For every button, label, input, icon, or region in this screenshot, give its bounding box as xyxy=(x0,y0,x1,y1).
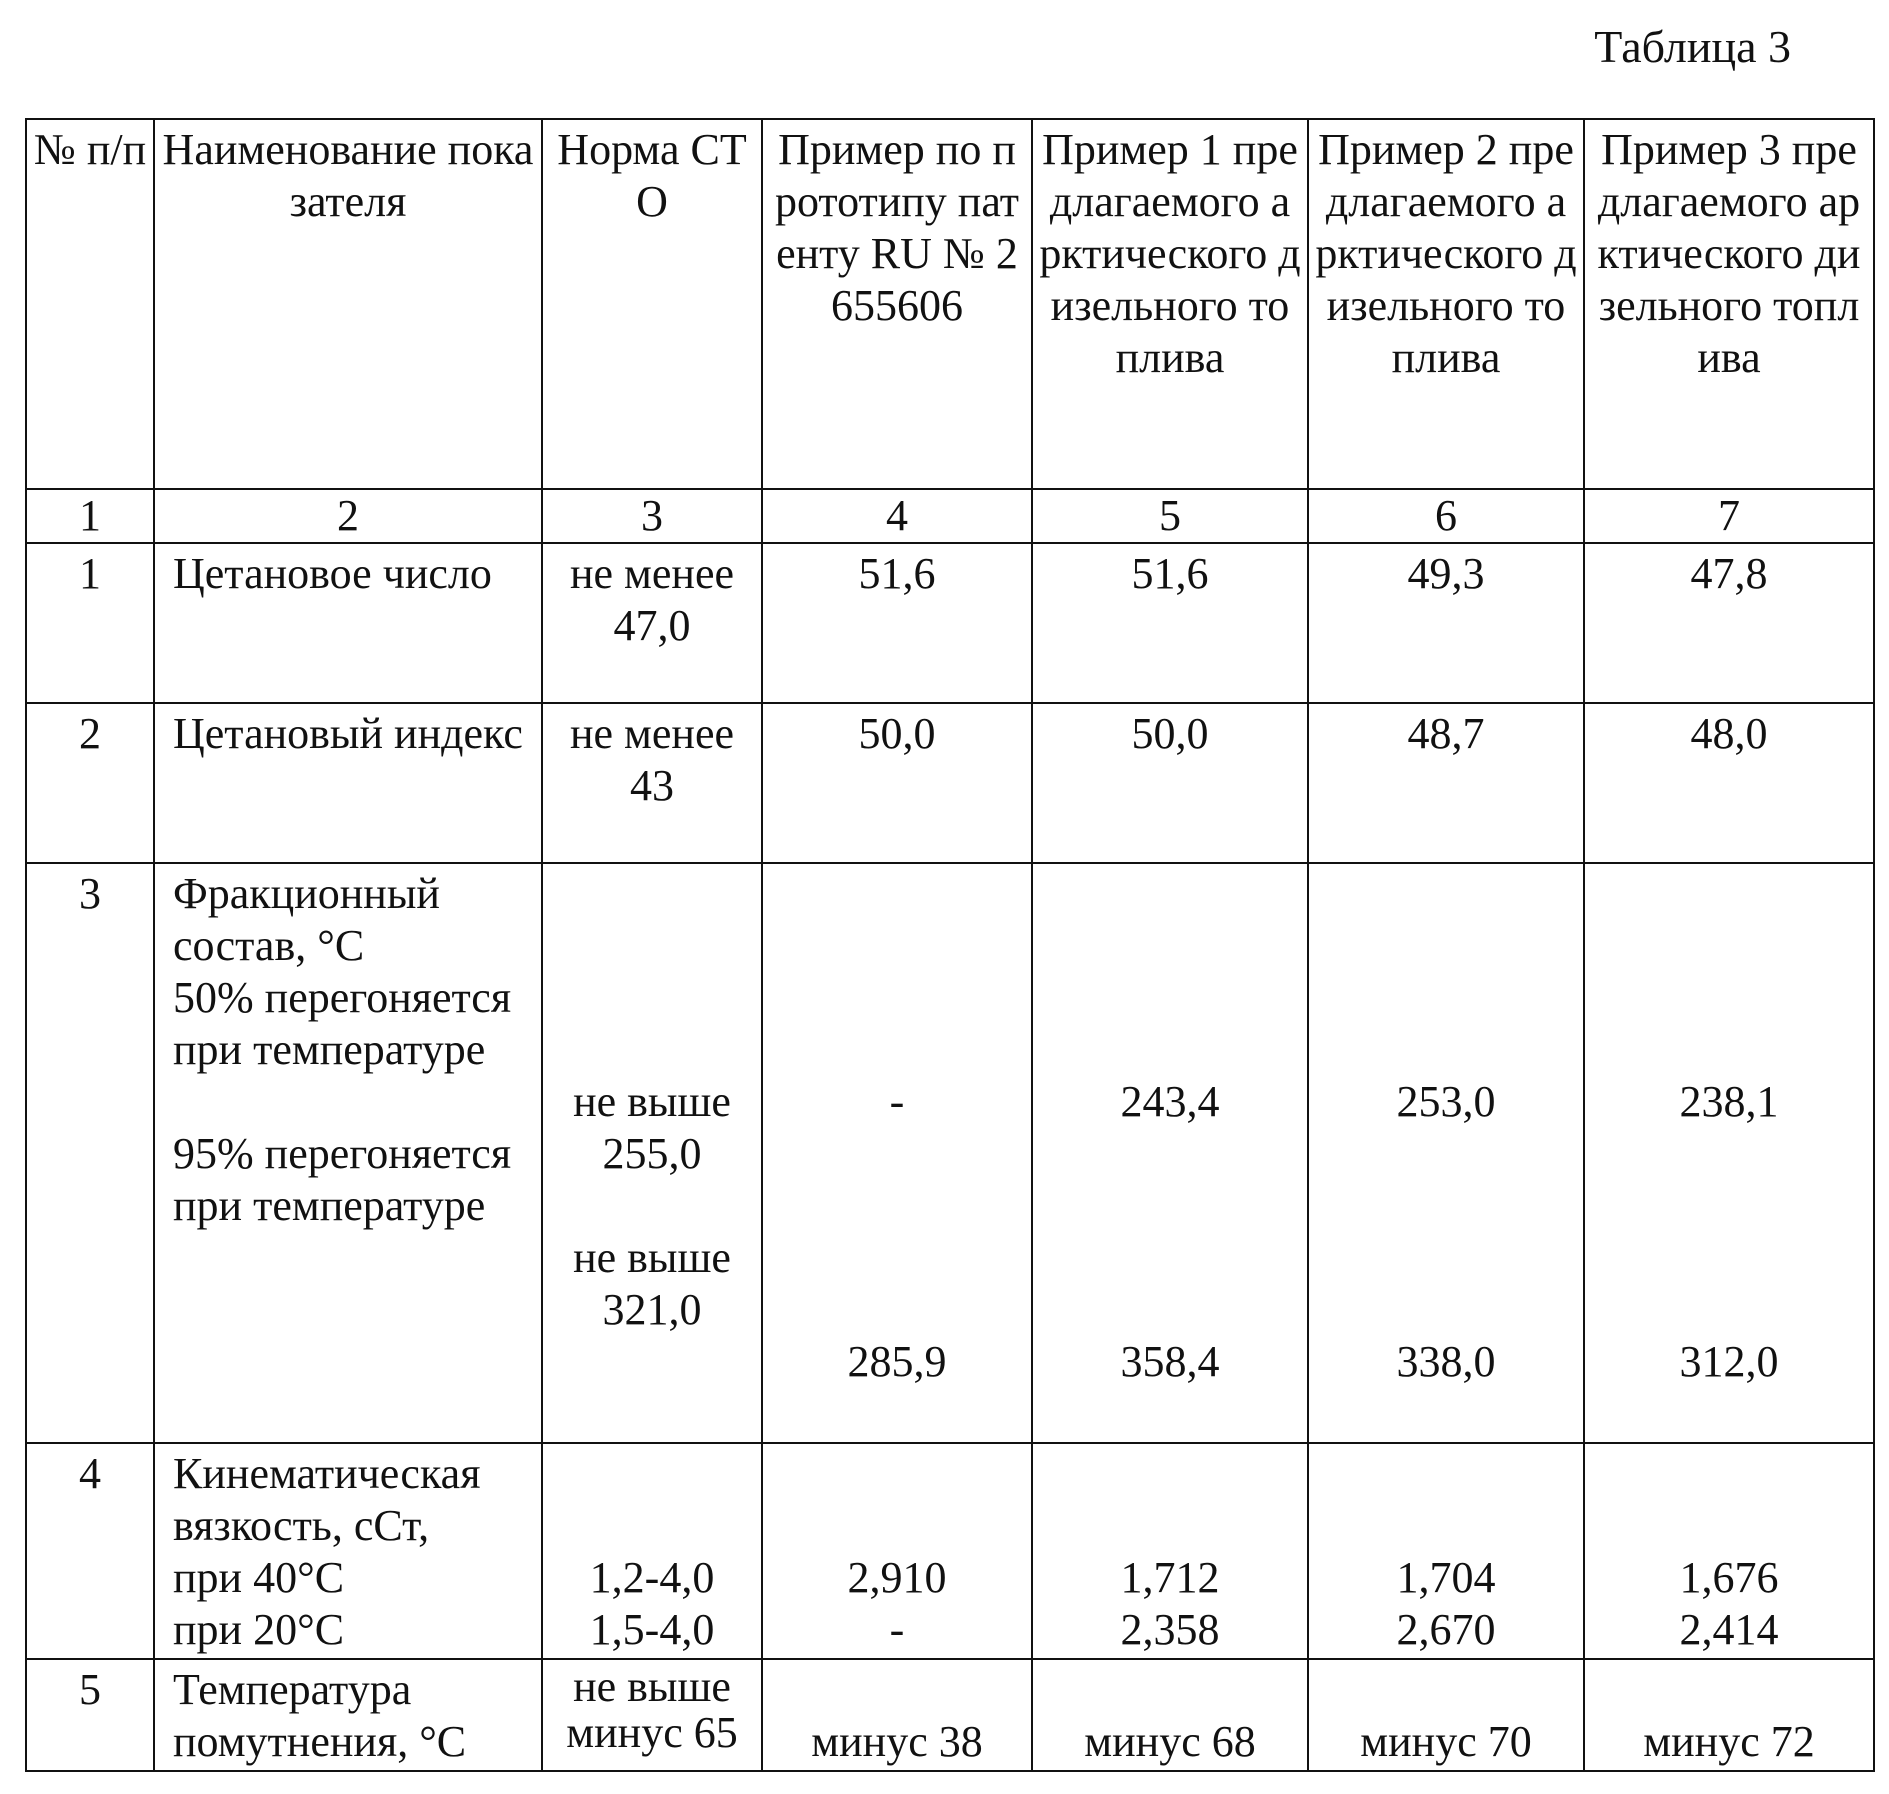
indicator-name: Цетановое число xyxy=(154,543,542,703)
example-3-value xyxy=(1584,863,1874,1443)
norm-20c: 1,5-4,0 xyxy=(589,1605,715,1654)
example-3-50: 238,1 xyxy=(1679,1077,1779,1126)
table-row-cetane-number xyxy=(26,543,1874,703)
header-example-2: Пример 2 предлагаемого арктического дизельного топлива xyxy=(1308,119,1584,489)
header-example-1: Пример 1 предлагаемого арктического дизельного топлива xyxy=(1032,119,1308,489)
norm-line-1: не выше xyxy=(573,1662,731,1711)
header-norm: Норма СТО xyxy=(542,119,762,489)
example-3-value: 47,8 xyxy=(1584,543,1874,703)
prototype-value: минус 38 xyxy=(762,1659,1032,1771)
example-3-value: минус 72 xyxy=(1584,1659,1874,1771)
column-number: 7 xyxy=(1584,489,1874,543)
table-caption: Таблица 3 xyxy=(1594,21,1791,72)
column-number: 6 xyxy=(1308,489,1584,543)
norm-95: не выше 321,0 xyxy=(573,1233,731,1334)
prototype-95: 285,9 xyxy=(847,1337,947,1386)
example-3-40c: 1,676 xyxy=(1679,1553,1779,1602)
header-example-3: Пример 3 предлагаемого арктического дизельного топлива xyxy=(1584,119,1874,489)
example-1-40c: 1,712 xyxy=(1120,1553,1220,1602)
example-3-value xyxy=(1584,1443,1874,1659)
norm-40c: 1,2-4,0 xyxy=(589,1553,715,1602)
column-number-row xyxy=(26,489,1874,543)
header-indicator-name: Наименование показателя xyxy=(154,119,542,489)
indicator-title: Кинематическая вязкость, сСт, xyxy=(173,1449,481,1550)
table-row-kinematic-viscosity xyxy=(26,1443,1874,1659)
example-1-value: 51,6 xyxy=(1032,543,1308,703)
norm-line-2: минус 65 xyxy=(566,1708,738,1757)
prototype-value: 51,6 xyxy=(762,543,1032,703)
table-row-fractional-composition xyxy=(26,863,1874,1443)
header-number: № п/п xyxy=(26,119,154,489)
example-1-20c: 2,358 xyxy=(1120,1605,1220,1654)
indicator-sub-20c: при 20°С xyxy=(173,1605,345,1654)
example-1-95: 358,4 xyxy=(1120,1337,1220,1386)
column-number: 5 xyxy=(1032,489,1308,543)
example-1-50: 243,4 xyxy=(1120,1077,1220,1126)
example-2-value xyxy=(1308,1443,1584,1659)
example-2-50: 253,0 xyxy=(1396,1077,1496,1126)
norm-value: не менее 43 xyxy=(542,703,762,863)
row-number: 1 xyxy=(26,543,154,703)
norm-value: не менее 47,0 xyxy=(542,543,762,703)
table-row-cloud-point xyxy=(26,1659,1874,1771)
row-number: 4 xyxy=(26,1443,154,1659)
column-number: 2 xyxy=(154,489,542,543)
prototype-20c: - xyxy=(889,1605,905,1654)
column-number: 3 xyxy=(542,489,762,543)
example-2-value xyxy=(1308,863,1584,1443)
example-2-40c: 1,704 xyxy=(1396,1553,1496,1602)
prototype-value xyxy=(762,863,1032,1443)
indicator-name: Температура помутнения, °С xyxy=(154,1659,542,1771)
row-number: 2 xyxy=(26,703,154,863)
row-number: 5 xyxy=(26,1659,154,1771)
column-number: 4 xyxy=(762,489,1032,543)
example-1-value xyxy=(1032,1443,1308,1659)
column-number: 1 xyxy=(26,489,154,543)
indicator-name xyxy=(154,1443,542,1659)
example-3-20c: 2,414 xyxy=(1679,1605,1779,1654)
indicator-name xyxy=(154,863,542,1443)
header-row xyxy=(26,119,1874,489)
norm-value xyxy=(542,863,762,1443)
example-2-95: 338,0 xyxy=(1396,1337,1496,1386)
data-table xyxy=(25,118,1875,1772)
prototype-value xyxy=(762,1443,1032,1659)
indicator-name: Цетановый индекс xyxy=(154,703,542,863)
norm-value xyxy=(542,1659,762,1771)
norm-value xyxy=(542,1443,762,1659)
example-3-value: 48,0 xyxy=(1584,703,1874,863)
example-1-value: 50,0 xyxy=(1032,703,1308,863)
example-2-value: 49,3 xyxy=(1308,543,1584,703)
prototype-value: 50,0 xyxy=(762,703,1032,863)
example-1-value: минус 68 xyxy=(1032,1659,1308,1771)
example-1-value xyxy=(1032,863,1308,1443)
indicator-title: Фракционный состав, °С xyxy=(173,869,440,970)
example-2-20c: 2,670 xyxy=(1396,1605,1496,1654)
indicator-sub-50: 50% перегоняется при температуре xyxy=(173,973,512,1074)
example-2-value: 48,7 xyxy=(1308,703,1584,863)
norm-50: не выше 255,0 xyxy=(573,1077,731,1178)
indicator-sub-95: 95% перегоняется при температуре xyxy=(173,1129,512,1230)
prototype-40c: 2,910 xyxy=(847,1553,947,1602)
table-row-cetane-index xyxy=(26,703,1874,863)
row-number: 3 xyxy=(26,863,154,1443)
prototype-50: - xyxy=(889,1077,905,1126)
example-2-value: минус 70 xyxy=(1308,1659,1584,1771)
header-prototype: Пример по прототипу патенту RU № 2655606 xyxy=(762,119,1032,489)
indicator-sub-40c: при 40°С xyxy=(173,1553,345,1602)
example-3-95: 312,0 xyxy=(1679,1337,1779,1386)
